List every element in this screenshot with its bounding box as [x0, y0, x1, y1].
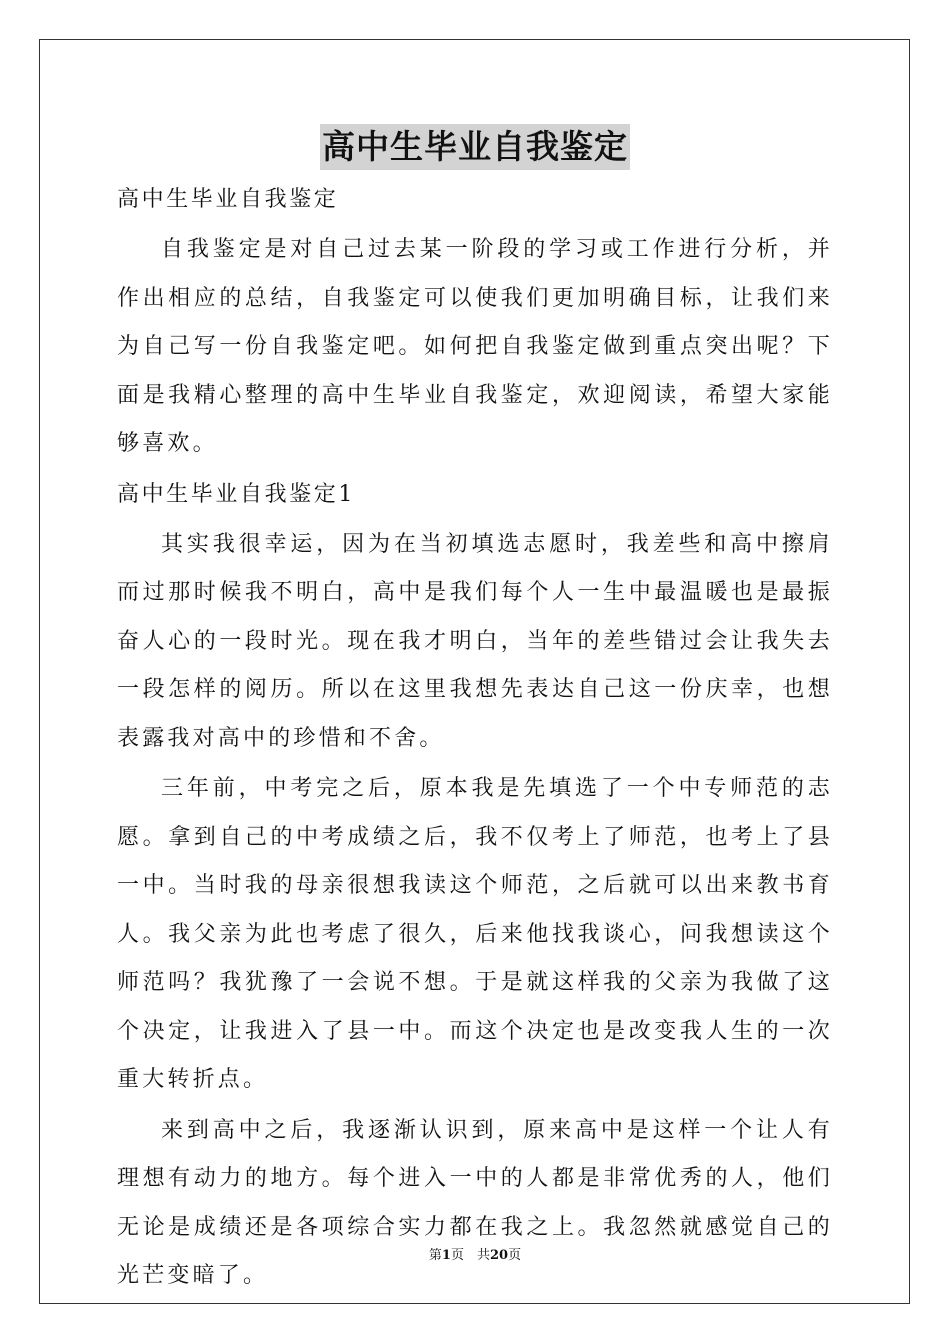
footer-page-total: 20 [489, 1248, 509, 1263]
body-paragraph-2: 三年前，中考完之后，原本我是先填选了一个中专师范的志愿。拿到自己的中考成绩之后，我不仅考上了师范，也考上了县一中。当时我的母亲很想我读这个师范，之后就可以出来教书育人。我父亲为此也考虑了很久，后来他找我谈心，问我想读这个师范吗？我犹豫了一会说不想。于是就这样我的父亲为我做了这个决定，让我进入了县一中。而这个决定也是改变我人生的一次重大转折点。 [117, 776, 833, 1092]
document-body [117, 178, 833, 1301]
page-footer [0, 1244, 950, 1263]
footer-page-suffix: 页 [508, 1248, 522, 1263]
body-paragraph-3: 来到高中之后，我逐渐认识到，原来高中是这样一个让人有理想有动力的地方。每个进入一中的人都是非常优秀的人，他们无论是成绩还是各项综合实力都在我之上。我忽然就感觉自己的光芒变暗了。 [117, 1117, 833, 1288]
footer-page-prefix: 第 [428, 1248, 442, 1263]
footer-page-mid: 页 共 [450, 1248, 490, 1263]
footer-page-current: 1 [441, 1248, 451, 1263]
title-wrap [0, 124, 950, 170]
intro-paragraph: 自我鉴定是对自己过去某一阶段的学习或工作进行分析，并作出相应的总结，自我鉴定可以使我们更加明确目标，让我们来为自己写一份自我鉴定吧。如何把自我鉴定做到重点突出呢？下面是我精心整理的高中生毕业自我鉴定，欢迎阅读，希望大家能够喜欢。 [117, 237, 833, 456]
section-heading: 高中生毕业自我鉴定1 [117, 481, 355, 507]
body-paragraph-1: 其实我很幸运，因为在当初填选志愿时，我差些和高中擦肩而过那时候我不明白，高中是我们每个人一生中最温暖也是最振奋人心的一段时光。现在我才明白，当年的差些错过会让我失去一段怎样的阅历。所以在这里我想先表达自己这一份庆幸，也想表露我对高中的珍惜和不舍。 [117, 531, 833, 751]
document-subtitle: 高中生毕业自我鉴定 [117, 187, 339, 212]
document-title: 高中生毕业自我鉴定 [320, 124, 630, 170]
